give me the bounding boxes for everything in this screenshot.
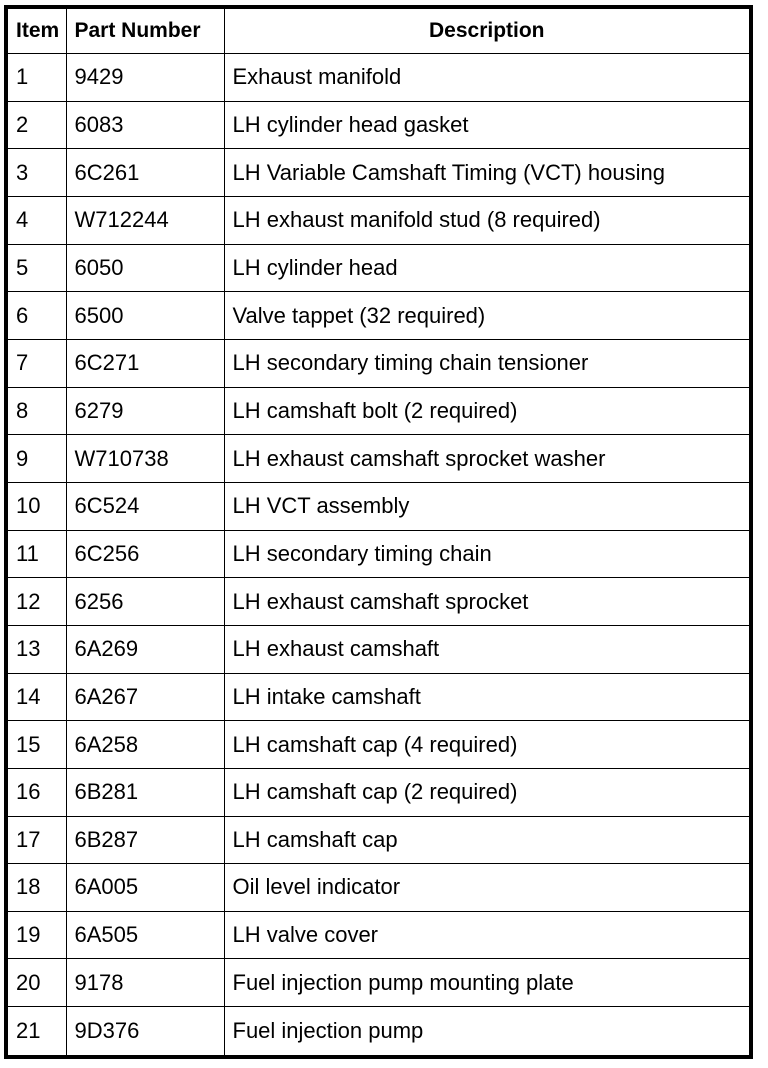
table-row (6, 244, 751, 292)
table-row (6, 54, 751, 102)
cell-item: 13 (6, 625, 66, 673)
cell-item: 9 (6, 435, 66, 483)
table-row (6, 625, 751, 673)
cell-description: LH camshaft cap (4 required) (224, 721, 751, 769)
header-description: Description (224, 7, 751, 54)
cell-item: 4 (6, 196, 66, 244)
table-row (6, 864, 751, 912)
cell-item: 5 (6, 244, 66, 292)
cell-description: Exhaust manifold (224, 54, 751, 102)
cell-item: 12 (6, 578, 66, 626)
cell-part-number: 6050 (66, 244, 224, 292)
table-row (6, 196, 751, 244)
table-row (6, 721, 751, 769)
table-row (6, 530, 751, 578)
table-row (6, 1007, 751, 1057)
table-row (6, 578, 751, 626)
cell-description: LH exhaust manifold stud (8 required) (224, 196, 751, 244)
cell-description: LH VCT assembly (224, 482, 751, 530)
cell-part-number: 6C271 (66, 339, 224, 387)
table-row (6, 768, 751, 816)
cell-description: Fuel injection pump (224, 1007, 751, 1057)
cell-description: Fuel injection pump mounting plate (224, 959, 751, 1007)
cell-part-number: 9429 (66, 54, 224, 102)
cell-item: 15 (6, 721, 66, 769)
cell-description: LH exhaust camshaft sprocket (224, 578, 751, 626)
table-row (6, 435, 751, 483)
table-header (6, 7, 751, 54)
cell-item: 18 (6, 864, 66, 912)
cell-part-number: 6C261 (66, 149, 224, 197)
cell-part-number: 6C256 (66, 530, 224, 578)
cell-part-number: 6A269 (66, 625, 224, 673)
cell-part-number: 6A267 (66, 673, 224, 721)
cell-part-number: W712244 (66, 196, 224, 244)
cell-part-number: 6B287 (66, 816, 224, 864)
cell-part-number: 6A505 (66, 911, 224, 959)
cell-description: LH cylinder head (224, 244, 751, 292)
table-row (6, 673, 751, 721)
table-row (6, 339, 751, 387)
cell-item: 7 (6, 339, 66, 387)
cell-description: LH exhaust camshaft (224, 625, 751, 673)
cell-description: LH exhaust camshaft sprocket washer (224, 435, 751, 483)
cell-item: 6 (6, 292, 66, 340)
cell-description: Oil level indicator (224, 864, 751, 912)
header-part-number: Part Number (66, 7, 224, 54)
header-row (6, 7, 751, 54)
cell-description: LH cylinder head gasket (224, 101, 751, 149)
cell-item: 3 (6, 149, 66, 197)
table-row (6, 149, 751, 197)
cell-item: 17 (6, 816, 66, 864)
table-row (6, 911, 751, 959)
table-row (6, 101, 751, 149)
cell-part-number: 6256 (66, 578, 224, 626)
cell-description: Valve tappet (32 required) (224, 292, 751, 340)
parts-table (4, 5, 753, 1059)
table-row (6, 387, 751, 435)
cell-description: LH secondary timing chain tensioner (224, 339, 751, 387)
cell-item: 1 (6, 54, 66, 102)
table-row (6, 959, 751, 1007)
cell-part-number: 6A005 (66, 864, 224, 912)
table-body (6, 54, 751, 1058)
cell-part-number: 6500 (66, 292, 224, 340)
cell-description: LH camshaft bolt (2 required) (224, 387, 751, 435)
cell-item: 19 (6, 911, 66, 959)
cell-part-number: 6B281 (66, 768, 224, 816)
cell-item: 21 (6, 1007, 66, 1057)
cell-part-number: 6C524 (66, 482, 224, 530)
cell-part-number: 6279 (66, 387, 224, 435)
cell-item: 8 (6, 387, 66, 435)
header-item: Item (6, 7, 66, 54)
cell-description: LH Variable Camshaft Timing (VCT) housing (224, 149, 751, 197)
table-row (6, 482, 751, 530)
cell-part-number: 6083 (66, 101, 224, 149)
cell-description: LH intake camshaft (224, 673, 751, 721)
cell-item: 2 (6, 101, 66, 149)
cell-part-number: W710738 (66, 435, 224, 483)
cell-description: LH secondary timing chain (224, 530, 751, 578)
cell-item: 10 (6, 482, 66, 530)
cell-part-number: 6A258 (66, 721, 224, 769)
table-row (6, 292, 751, 340)
cell-item: 20 (6, 959, 66, 1007)
cell-item: 11 (6, 530, 66, 578)
table-row (6, 816, 751, 864)
cell-item: 16 (6, 768, 66, 816)
cell-part-number: 9178 (66, 959, 224, 1007)
cell-description: LH camshaft cap (2 required) (224, 768, 751, 816)
cell-description: LH valve cover (224, 911, 751, 959)
cell-part-number: 9D376 (66, 1007, 224, 1057)
cell-description: LH camshaft cap (224, 816, 751, 864)
cell-item: 14 (6, 673, 66, 721)
